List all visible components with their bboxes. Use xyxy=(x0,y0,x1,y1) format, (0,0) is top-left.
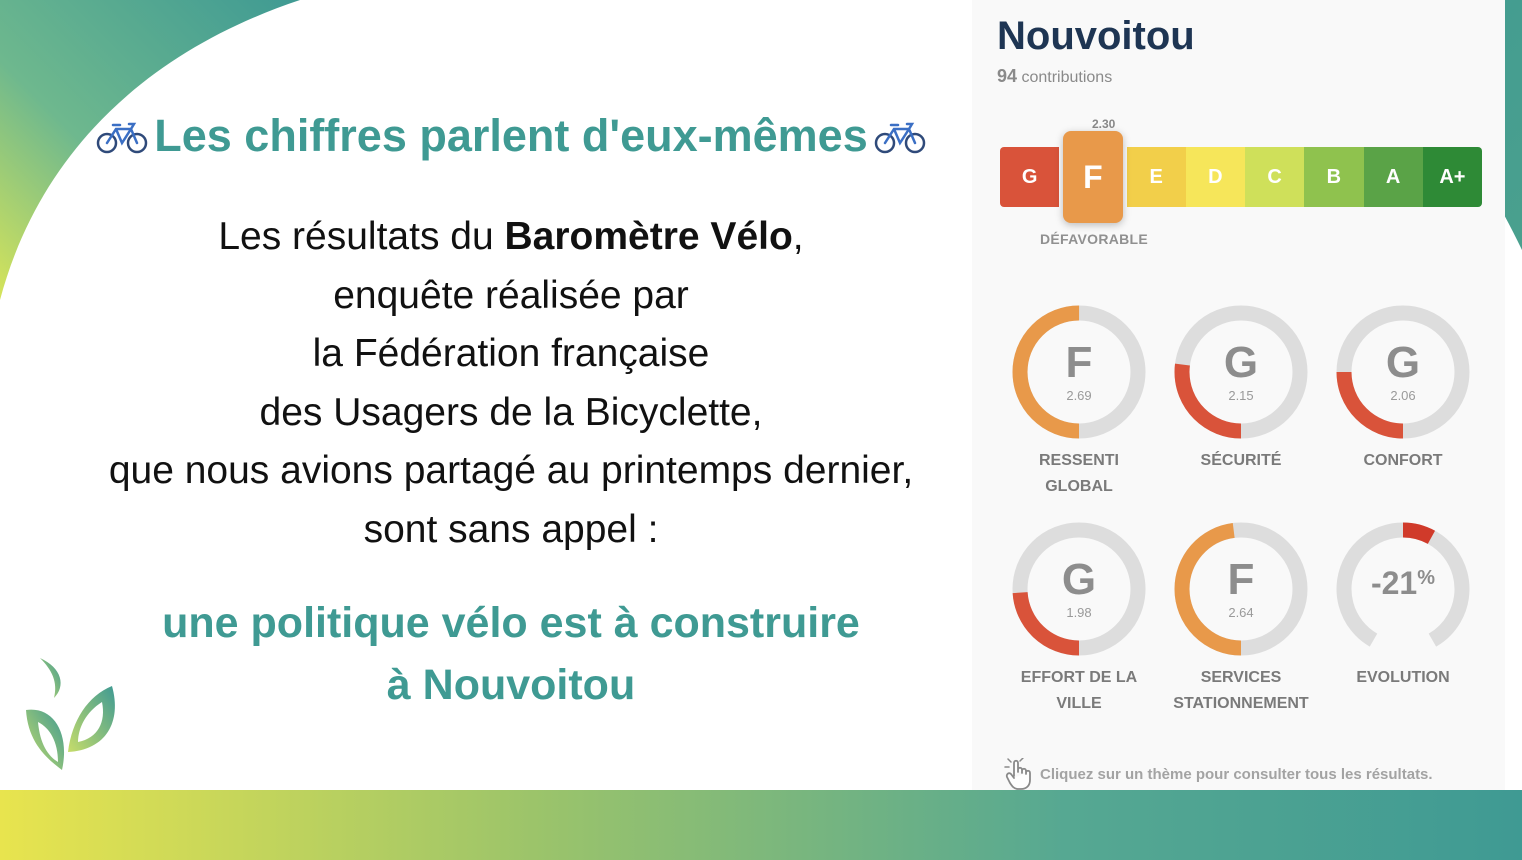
grade-c: C xyxy=(1245,147,1304,207)
body-line: la Fédération française xyxy=(312,332,710,375)
contributions xyxy=(997,66,1112,87)
theme-gauge[interactable] xyxy=(1328,517,1478,686)
body-text xyxy=(0,208,1022,559)
hint-text: Cliquez sur un thème pour consulter tous les résultats. xyxy=(1040,765,1433,783)
grade-a: A xyxy=(1364,147,1423,207)
gauge-score: 1.98 xyxy=(1066,605,1092,620)
body-line: enquête réalisée par xyxy=(333,273,689,317)
headline-text: Les chiffres parlent d'eux-mêmes xyxy=(154,110,868,161)
gauge-label-line: EVOLUTION xyxy=(1356,669,1450,686)
pointer-hand-icon xyxy=(1004,758,1034,790)
theme-gauge[interactable] xyxy=(1166,300,1316,469)
gauge-label-line: EFFORT DE LA xyxy=(1020,669,1138,686)
gauge-score: 2.06 xyxy=(1390,388,1416,403)
gauge-label-line: RESSENTI xyxy=(1038,452,1119,469)
barometre-panel xyxy=(972,0,1505,790)
grade-g: G xyxy=(1000,147,1059,207)
bicycle-icon xyxy=(874,114,926,148)
overall-score: 2.30 xyxy=(1092,117,1116,131)
theme-gauge[interactable] xyxy=(1328,300,1478,469)
gauge-label-line: VILLE xyxy=(1056,695,1102,712)
evolution-percent xyxy=(1328,565,1478,602)
contributions-label: contributions xyxy=(1017,69,1113,86)
gauge-label xyxy=(994,448,1164,500)
conclusion xyxy=(0,592,1022,716)
barometre-velo-bold: Baromètre Vélo xyxy=(504,215,793,258)
gauge-grade: G xyxy=(1061,555,1097,604)
bicycle-icon xyxy=(96,114,148,148)
grade-a-plus: A+ xyxy=(1423,147,1482,207)
grade-scale xyxy=(1000,147,1482,207)
gauge-grade: F xyxy=(1065,338,1093,387)
gauge-label-line: STATIONNEMENT xyxy=(1173,695,1309,712)
gauge-grade: G xyxy=(1385,338,1421,387)
gauge-label-line: SERVICES xyxy=(1200,669,1282,686)
contributions-count: 94 xyxy=(997,66,1018,86)
gauge-score: 2.15 xyxy=(1228,388,1254,403)
city-name: Nouvoitou xyxy=(997,14,1195,58)
conclusion-line: une politique vélo est à construire xyxy=(162,599,860,647)
headline xyxy=(0,110,1022,162)
theme-gauge[interactable] xyxy=(1004,300,1154,495)
body-suffix: , xyxy=(792,215,804,258)
gauge-label xyxy=(1318,665,1488,691)
body-prefix: Les résultats du xyxy=(218,215,505,258)
gauge-score: 2.69 xyxy=(1066,388,1092,403)
theme-gauge[interactable] xyxy=(1166,517,1316,712)
body-line: que nous avions partagé au printemps dernier, xyxy=(108,449,914,492)
gauge-label-line: CONFORT xyxy=(1363,452,1443,469)
leaf-logo xyxy=(18,650,122,780)
theme-gauge[interactable] xyxy=(1004,517,1154,712)
gauge-grade: F xyxy=(1227,555,1255,604)
grade-f-highlighted: F xyxy=(1063,131,1122,223)
gauge-grade: G xyxy=(1223,338,1259,387)
body-line-1 xyxy=(0,208,1022,267)
body-line: sont sans appel : xyxy=(363,507,659,551)
gauge-score: 2.64 xyxy=(1228,605,1254,620)
gauge-label xyxy=(994,665,1164,717)
grade-d: D xyxy=(1186,147,1245,207)
grade-e: E xyxy=(1127,147,1186,207)
percent-value: -21 xyxy=(1370,565,1418,601)
rating-label: DÉFAVORABLE xyxy=(1040,231,1149,247)
gauge-label xyxy=(1156,665,1326,717)
gauge-label xyxy=(1318,448,1488,474)
body-line: des Usagers de la Bicyclette, xyxy=(259,390,763,434)
conclusion-line: à Nouvoitou xyxy=(386,661,636,709)
gauge-label-line: SÉCURITÉ xyxy=(1200,452,1282,469)
hint xyxy=(1004,758,1433,790)
percent-sign: % xyxy=(1417,567,1436,589)
grade-b: B xyxy=(1304,147,1363,207)
gauge-label-line: GLOBAL xyxy=(1045,478,1113,495)
gauge-label xyxy=(1156,448,1326,474)
